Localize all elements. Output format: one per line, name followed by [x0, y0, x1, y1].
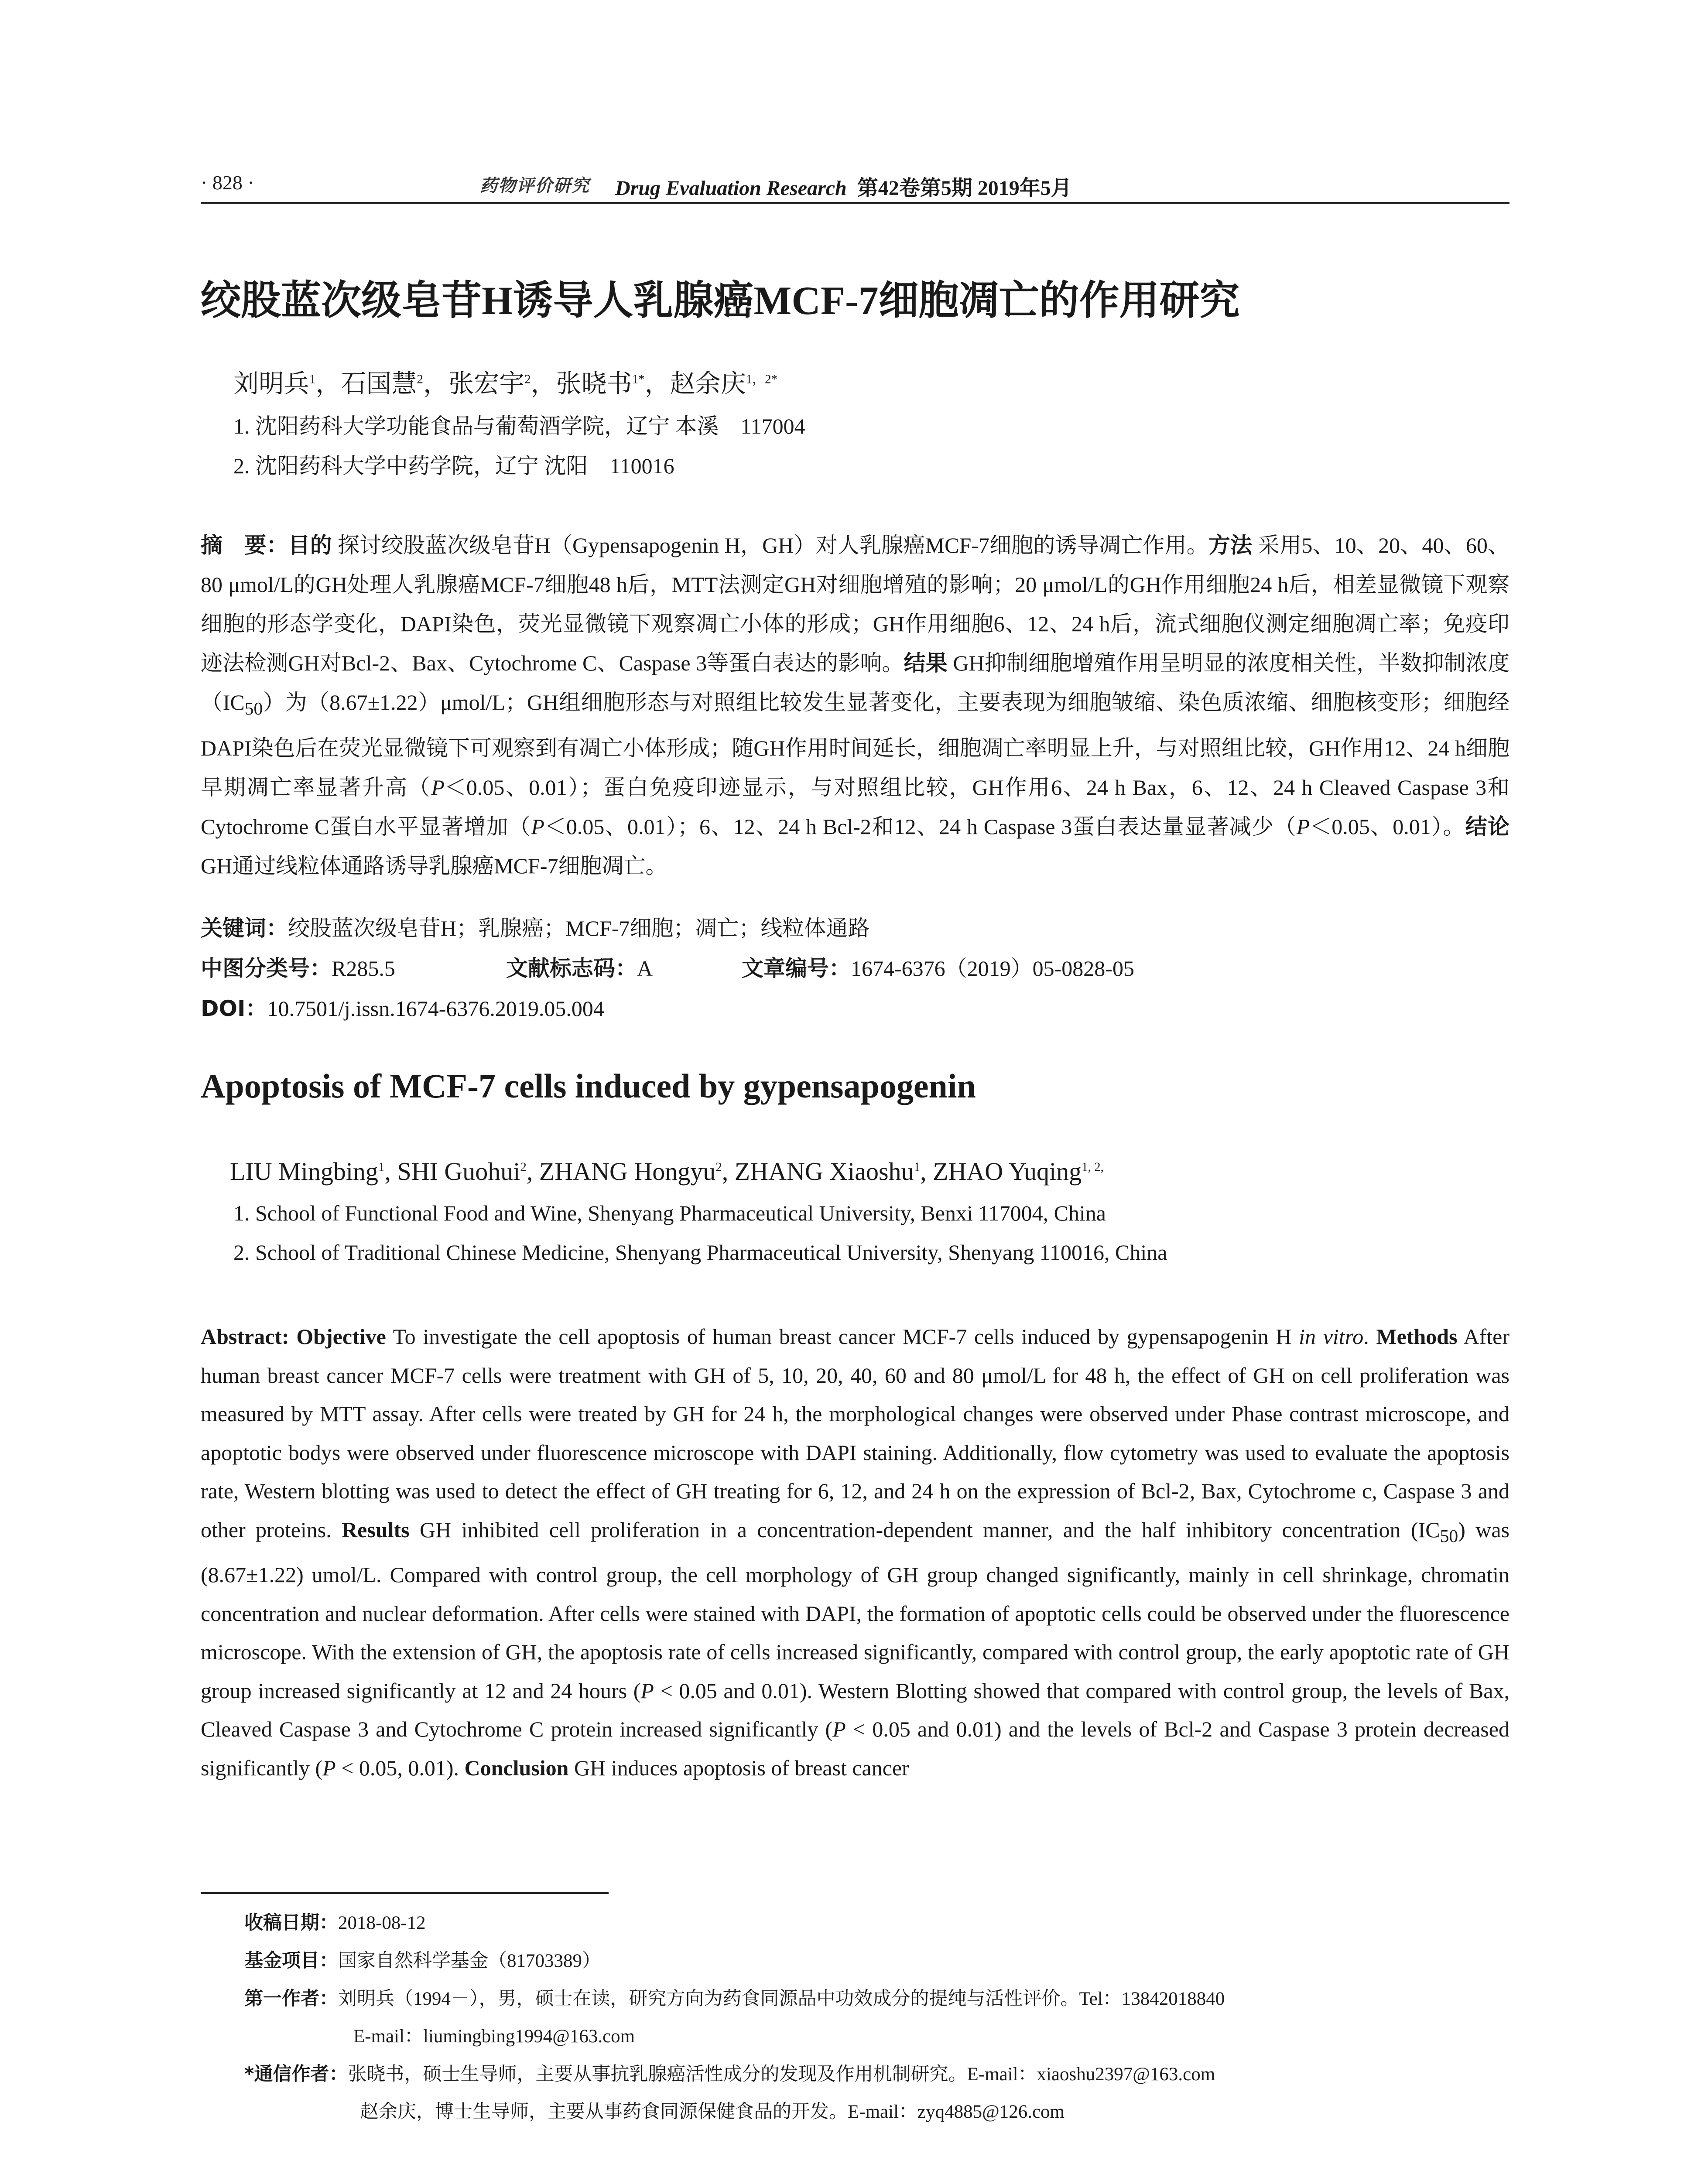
abstract-label-en: Abstract: — [201, 1324, 289, 1349]
affiliation-en-2: 2. School of Traditional Chinese Medicine, Shenyang Pharmaceutical University, Shenyang 110016, China — [233, 1240, 1167, 1265]
p-value-symbol: P — [1296, 814, 1310, 839]
fund-label: 基金项目： — [244, 1950, 338, 1972]
author-sup: 1 — [914, 1160, 921, 1174]
fund-value: 国家自然科学基金（81703389） — [338, 1951, 601, 1971]
footnote-first-author — [244, 1980, 1531, 2018]
corresponding-info-2: 赵余庆，博士生导师，主要从事药食同源保健食品的开发。E-mail：zyq4885@126.com — [360, 2102, 1065, 2122]
corresponding-info-1: 张晓书，硕士生导师，主要从事抗乳腺癌活性成分的发现及作用机制研究。E-mail：xiaoshu2397@163.com — [348, 2064, 1215, 2085]
results-text-en: < 0.05 and 0.01). Western Blotting showed that compared with control group, the levels of Bax, Cleaved Caspase 3 and Cytochrome C protein increased significantly ( — [201, 1678, 1509, 1741]
conclusion-label-zh: 结论 — [1465, 814, 1510, 839]
author-name: 刘明兵 — [233, 369, 310, 398]
subscript-50: 50 — [244, 699, 263, 719]
methods-label-en: Methods — [1376, 1324, 1458, 1349]
received-label: 收稿日期： — [244, 1912, 338, 1934]
methods-text-en: After human breast cancer MCF-7 cells were treatment with GH of 5, 10, 20, 40, 60 and 80 μmol/L for 48 h, the effect of GH on cell proliferation was measured by MTT assay. After cells were treated by GH for 24 h, the morphological changes were observed under Phase contrast microscope, and apoptotic bodys were observed under fluorescence microscope with DAPI staining. Additionally, flow cytometry was used to evaluate the apoptosis rate, Western blotting was used to detect the effect of GH treating for 6, 12, and 24 h on the expression of Bcl-2, Bax, Cytochrome c, Caspase 3 and other proteins. — [201, 1324, 1509, 1542]
p-value-symbol: P — [431, 775, 445, 800]
author-list-zh: 刘明兵$^1$，石国慧$^2$，张宏宇$^2$，张晓书$^{1*}$，赵余庆$^{1,2*}$ — [233, 369, 778, 398]
corresponding-label: *通信作者： — [244, 2063, 348, 2085]
keywords-value: 绞股蓝次级皂苷H；乳腺癌；MCF-7细胞；凋亡；线粒体通路 — [288, 916, 870, 940]
classification-line — [201, 951, 1509, 982]
objective-label-en: Objective — [296, 1324, 386, 1349]
doc-code-value: A — [637, 956, 653, 981]
p-value-symbol: P — [531, 814, 544, 839]
journal-name: Drug Evaluation Research — [615, 177, 847, 200]
results-text-en: < 0.05 and 0.01) and the levels of Bcl-2 and Caspase 3 protein decreased significantly ( — [201, 1717, 1509, 1780]
author-sup: 1* — [632, 372, 645, 386]
clc-value: R285.5 — [332, 956, 395, 981]
abstract-label-zh: 摘 要： — [201, 533, 288, 558]
author-name: 赵余庆 — [670, 369, 746, 398]
doc-code-field — [506, 951, 742, 982]
footnotes — [244, 1904, 1531, 2131]
footnote-corresponding — [244, 2055, 1531, 2093]
clc-label: 中图分类号： — [201, 956, 332, 981]
author-sup: 1 — [309, 372, 316, 386]
author-sup: 1, 2, — [1082, 1160, 1104, 1174]
doi-label: DOI： — [201, 996, 267, 1021]
header-rule — [201, 202, 1509, 204]
conclusion-label-en: Conclusion — [464, 1755, 569, 1780]
results-text-zh: ＜0.05、0.01）。 — [1310, 814, 1465, 839]
keywords-label: 关键词： — [201, 916, 288, 941]
author-name: ZHANG Xiaoshu — [734, 1157, 914, 1186]
subscript-50: 50 — [1440, 1526, 1458, 1546]
results-label-zh: 结果 — [904, 650, 948, 676]
affiliation-zh-2: 2. 沈阳药科大学中药学院，辽宁 沈阳 110016 — [233, 454, 674, 478]
author-name: 张宏宇 — [448, 369, 525, 398]
keywords-zh — [201, 911, 869, 942]
first-author-info: 刘明兵（1994－），男，硕士在读，研究方向为药食同源品中功效成分的提纯与活性评价。Tel：13842018840 — [338, 1989, 1225, 2009]
journal-logo: 药物评价研究 — [480, 176, 590, 195]
results-text-zh: ＜0.05、0.01）；蛋白免疫印迹显示，与对照组比较，GH作用6、24 h Bax，6、12、24 h Cleaved Caspase 3和Cytochrome C蛋白水平显著增加（ — [201, 775, 1509, 839]
objective-text-zh: 探讨绞股蓝次级皂苷H（Gypensapogenin H，GH）对人乳腺癌MCF-7细胞的诱导凋亡作用。 — [337, 533, 1208, 557]
results-text-en: GH inhibited cell proliferation in a concentration-dependent manner, and the half inhibitory concentration (IC — [420, 1517, 1440, 1542]
author-sup: 2 — [524, 372, 531, 386]
results-text-zh: GH抑制细胞增殖作用呈明显的浓度相关性，半数抑制浓度（IC — [201, 651, 1510, 714]
objective-text-en: To investigate the cell apoptosis of human breast cancer MCF-7 cells induced by gypensapogenin H — [393, 1324, 1292, 1349]
doi-line — [201, 991, 604, 1022]
first-author-email: E-mail：liumingbing1994@163.com — [353, 2026, 635, 2047]
author-name: ZHAO Yuqing — [933, 1157, 1082, 1186]
page-number: · 828 · — [201, 171, 254, 194]
abstract-en: Abstract: Objective To investigate the cell apoptosis of human breast cancer MCF-7 cells induced by gypensapogenin H in vitro. Methods After human breast cancer MCF-7 cells were treatment with GH of 5, 10, 20, 40, 60 and 80 μmol/L for 48 h, the effect of GH on cell proliferation was measured by MTT assay. After cells were treated by GH for 24 h, the morphological changes were observed under Phase contrast microscope, and apoptotic bodys were observed under fluorescence microscope with DAPI staining. Additionally, flow cytometry was used to evaluate the apoptosis rate, Western blotting was used to detect the effect of GH treating for 6, 12, and 24 h on the expression of Bcl-2, Bax, Cytochrome c, Caspase 3 and other proteins. Results GH inhibited cell proliferation in a concentration-dependent manner, and the half inhibitory concentration $(IC_{50})$ was (8.67±1.22) umol/L. Compared with control group, the cell morphology of GH group changed significantly, mainly in cell shrinkage, chromatin concentration and nuclear deformation. After cells were stained with DAPI, the formation of apoptotic cells could be observed under the fluorescence microscope. With the extension of GH, the apoptosis rate of cells increased significantly, compared with control group, the early apoptotic rate of GH group increased significantly at 12 and 24 hours (P < 0.05 and 0.01). Western Blotting showed that compared with control group, the levels of Bax, Cleaved Caspase 3 and Cytochrome C protein increased significantly (P < 0.05 and 0.01) and the levels of Bcl-2 and Caspase 3 protein decreased significantly (P < 0.05, 0.01). Conclusion GH induces apoptosis of breast cancer — [201, 1324, 1509, 1780]
author-sup: 2 — [520, 1160, 527, 1174]
journal-line — [615, 171, 1072, 201]
affiliation-en-1: 1. School of Functional Food and Wine, Shenyang Pharmaceutical University, Benxi 117004, China — [233, 1201, 1106, 1225]
results-text-zh: ＜0.05、0.01）；6、12、24 h Bcl-2和12、24 h Caspase 3蛋白表达量显著减少（ — [544, 814, 1297, 839]
p-value-symbol: P — [832, 1717, 846, 1741]
author-sup: 1 — [378, 1160, 385, 1174]
doc-code-label: 文献标志码： — [506, 956, 637, 981]
affiliation-zh-1: 1. 沈阳药科大学功能食品与葡萄酒学院，辽宁 本溪 117004 — [233, 414, 805, 438]
author-name: LIU Mingbing — [230, 1157, 378, 1186]
footnote-rule — [201, 1892, 609, 1894]
results-text-en: ) was (8.67±1.22) umol/L. Compared with control group, the cell morphology of GH group changed significantly, mainly in cell shrinkage, chromatin concentration and nuclear deformation. After cells were stained with DAPI, the formation of apoptotic cells could be observed under the fluorescence microscope. With the extension of GH, the apoptosis rate of cells increased significantly, compared with control group, the early apoptotic rate of GH group increased significantly at 12 and 24 hours ( — [201, 1517, 1509, 1703]
methods-label-zh: 方法 — [1208, 533, 1253, 558]
footnote-received — [244, 1904, 1531, 1942]
methods-text-zh: 采用5、10、20、40、60、80 μmol/L的GH处理人乳腺癌MCF-7细胞48 h后，MTT法测定GH对细胞增殖的影响；20 μmol/L的GH作用细胞24 h后，相差显微镜下观察细胞的形态学变化，DAPI染色，荧光显微镜下观察凋亡小体的形成；GH作用细胞6、12、24 h后，流式细胞仪测定细胞凋亡率；免疫印迹法检测GH对Bcl-2、Bax、Cytochrome C、Caspase 3等蛋白表达的影响。 — [201, 533, 1510, 675]
p-value-symbol: P — [322, 1755, 336, 1780]
author-name: 石国慧 — [341, 369, 417, 398]
conclusion-text-en: GH induces apoptosis of breast cancer — [574, 1755, 909, 1780]
author-name: 张晓书 — [556, 369, 632, 398]
results-label-en: Results — [342, 1517, 410, 1542]
article-title-en: Apoptosis of MCF-7 cells induced by gypensapogenin — [201, 1067, 976, 1105]
author-list-en: LIU Mingbing$^1$, SHI Guohui$^2$, ZHANG Hongyu$^2$, ZHANG Xiaoshu$^1$, ZHAO Yuqing$^{1, 2,}$ — [230, 1157, 1104, 1186]
author-sup: 2 — [715, 1160, 722, 1174]
article-title-zh: 绞股蓝次级皂苷H诱导人乳腺癌MCF-7细胞凋亡的作用研究 — [201, 278, 1240, 323]
running-header — [201, 171, 1509, 200]
results-text-zh: ）为（8.67±1.22）μmol/L；GH组细胞形态与对照组比较发生显著变化，主要表现为细胞皱缩、染色质浓缩、细胞核变形；细胞经DAPI染色后在荧光显微镜下可观察到有凋亡小体形成；随GH作用时间延长，细胞凋亡率明显上升，与对照组比较，GH作用12、24 h细胞早期凋亡率显著升高（ — [201, 690, 1510, 800]
objective-label-zh: 目的 — [288, 533, 332, 558]
conclusion-text-zh: GH通过线粒体通路诱导乳腺癌MCF-7细胞凋亡。 — [201, 854, 667, 878]
results-text-en: < 0.05, 0.01). — [335, 1755, 459, 1780]
journal-issue: 第42卷第5期 2019年5月 — [857, 177, 1072, 200]
objective-italic-en: in vitro — [1299, 1324, 1364, 1349]
abstract-zh — [201, 526, 1509, 885]
doi-value: 10.7501/j.issn.1674-6376.2019.05.004 — [267, 996, 604, 1021]
article-no-label: 文章编号： — [742, 956, 851, 981]
received-date: 2018-08-12 — [338, 1913, 426, 1933]
p-value-symbol: P — [640, 1678, 654, 1703]
article-no-value: 1674-6376（2019）05-0828-05 — [851, 956, 1134, 981]
author-name: ZHANG Hongyu — [539, 1157, 716, 1186]
author-name: SHI Guohui — [397, 1157, 520, 1186]
author-sup: 2 — [417, 372, 424, 386]
clc-field — [201, 951, 506, 982]
first-author-label: 第一作者： — [244, 1988, 338, 2010]
author-sup: 1，2* — [746, 372, 778, 386]
footnote-fund — [244, 1942, 1531, 1980]
article-no-field — [742, 951, 1134, 982]
